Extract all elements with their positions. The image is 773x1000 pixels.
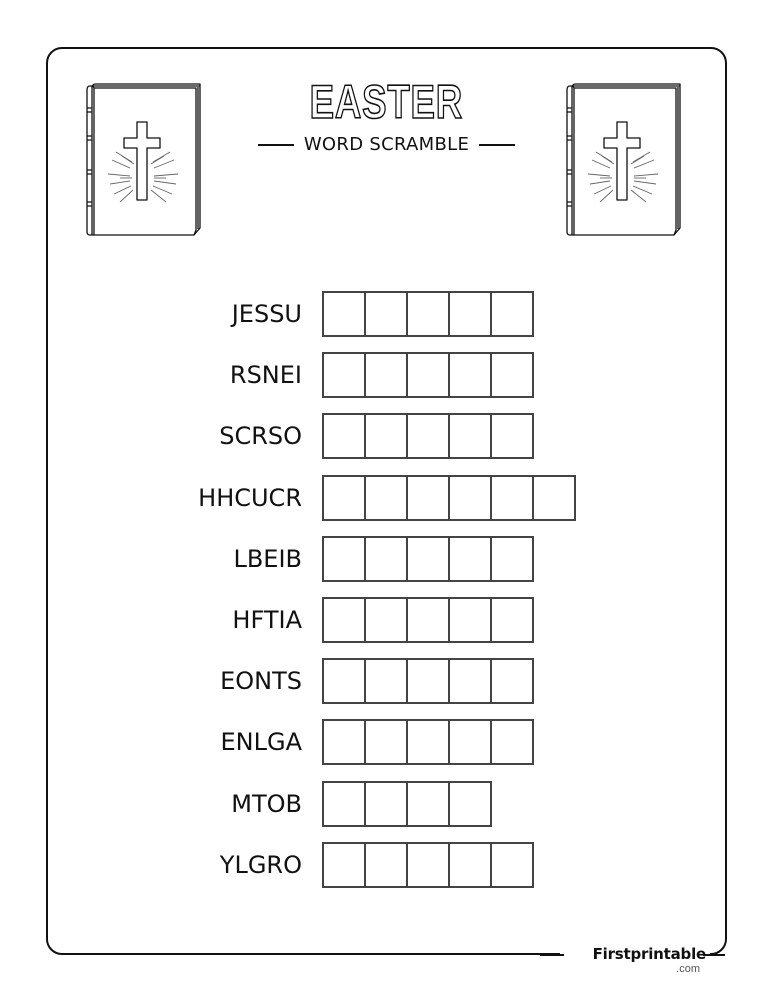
answer-letter-box[interactable] bbox=[406, 658, 450, 704]
answer-letter-box[interactable] bbox=[406, 291, 450, 337]
subtitle-rule-left bbox=[258, 144, 294, 146]
answer-boxes bbox=[322, 352, 534, 398]
scrambled-word: HHCUCR bbox=[198, 483, 302, 512]
answer-letter-box[interactable] bbox=[322, 842, 366, 888]
answer-boxes bbox=[322, 536, 534, 582]
answer-letter-box[interactable] bbox=[448, 291, 492, 337]
brand-logo bbox=[566, 944, 706, 975]
answer-boxes bbox=[322, 842, 534, 888]
answer-letter-box[interactable] bbox=[364, 597, 408, 643]
answer-letter-box[interactable] bbox=[490, 842, 534, 888]
page-title: EASTER bbox=[309, 75, 464, 128]
answer-letter-box[interactable] bbox=[364, 291, 408, 337]
answer-letter-box[interactable] bbox=[448, 413, 492, 459]
page-subtitle: WORD SCRAMBLE bbox=[303, 134, 470, 155]
answer-boxes bbox=[322, 291, 534, 337]
answer-letter-box[interactable] bbox=[322, 291, 366, 337]
answer-letter-box[interactable] bbox=[322, 781, 366, 827]
scrambled-word: JESSU bbox=[231, 300, 302, 328]
answer-letter-box[interactable] bbox=[490, 597, 534, 643]
answer-letter-box[interactable] bbox=[490, 719, 534, 765]
answer-letter-box[interactable] bbox=[364, 536, 408, 582]
answer-letter-box[interactable] bbox=[364, 413, 408, 459]
answer-letter-box[interactable] bbox=[448, 658, 492, 704]
scramble-row bbox=[0, 291, 773, 337]
footer-rule-right bbox=[703, 954, 725, 956]
scrambled-word: ENLGA bbox=[220, 728, 302, 757]
answer-letter-box[interactable] bbox=[322, 719, 366, 765]
answer-letter-box[interactable] bbox=[406, 781, 450, 827]
answer-letter-box[interactable] bbox=[448, 352, 492, 398]
scramble-row bbox=[0, 781, 773, 827]
answer-letter-box[interactable] bbox=[364, 352, 408, 398]
answer-letter-box[interactable] bbox=[490, 658, 534, 704]
answer-letter-box[interactable] bbox=[364, 719, 408, 765]
answer-boxes bbox=[322, 413, 534, 459]
answer-letter-box[interactable] bbox=[406, 597, 450, 643]
answer-letter-box[interactable] bbox=[406, 475, 450, 521]
scrambled-word: LBEIB bbox=[233, 544, 302, 573]
answer-letter-box[interactable] bbox=[532, 475, 576, 521]
answer-letter-box[interactable] bbox=[448, 597, 492, 643]
answer-boxes bbox=[322, 781, 492, 827]
answer-letter-box[interactable] bbox=[406, 719, 450, 765]
answer-letter-box[interactable] bbox=[364, 475, 408, 521]
answer-letter-box[interactable] bbox=[364, 781, 408, 827]
scrambled-word: YLGRO bbox=[219, 850, 302, 879]
scramble-row bbox=[0, 719, 773, 765]
answer-boxes bbox=[322, 719, 534, 765]
scramble-row bbox=[0, 842, 773, 888]
answer-boxes bbox=[322, 475, 576, 521]
answer-letter-box[interactable] bbox=[448, 842, 492, 888]
scrambled-word: RSNEI bbox=[229, 361, 302, 390]
answer-letter-box[interactable] bbox=[406, 536, 450, 582]
brand-name: Firstprintable bbox=[592, 945, 706, 963]
scramble-row bbox=[0, 413, 773, 459]
answer-letter-box[interactable] bbox=[490, 352, 534, 398]
scrambled-word: SCRSO bbox=[219, 422, 302, 451]
scramble-row bbox=[0, 658, 773, 704]
scramble-row bbox=[0, 536, 773, 582]
answer-letter-box[interactable] bbox=[406, 413, 450, 459]
answer-letter-box[interactable] bbox=[490, 291, 534, 337]
scrambled-word: HFTIA bbox=[232, 606, 302, 634]
answer-letter-box[interactable] bbox=[322, 658, 366, 704]
answer-letter-box[interactable] bbox=[490, 536, 534, 582]
answer-letter-box[interactable] bbox=[322, 536, 366, 582]
answer-letter-box[interactable] bbox=[448, 475, 492, 521]
scrambled-word: MTOB bbox=[231, 789, 302, 818]
scramble-row bbox=[0, 475, 773, 521]
answer-letter-box[interactable] bbox=[322, 413, 366, 459]
scramble-row bbox=[0, 352, 773, 398]
answer-letter-box[interactable] bbox=[448, 781, 492, 827]
footer-rule-left bbox=[540, 954, 564, 956]
scrambled-word: EONTS bbox=[220, 667, 302, 696]
answer-letter-box[interactable] bbox=[364, 658, 408, 704]
answer-letter-box[interactable] bbox=[490, 413, 534, 459]
bible-with-cross-icon bbox=[564, 82, 686, 238]
scramble-row bbox=[0, 597, 773, 643]
answer-boxes bbox=[322, 658, 534, 704]
answer-letter-box[interactable] bbox=[448, 719, 492, 765]
answer-letter-box[interactable] bbox=[406, 842, 450, 888]
answer-letter-box[interactable] bbox=[322, 352, 366, 398]
answer-letter-box[interactable] bbox=[322, 597, 366, 643]
answer-letter-box[interactable] bbox=[364, 842, 408, 888]
answer-boxes bbox=[322, 597, 534, 643]
brand-tld: .com bbox=[676, 963, 700, 975]
worksheet-header bbox=[230, 76, 543, 155]
answer-letter-box[interactable] bbox=[490, 475, 534, 521]
answer-letter-box[interactable] bbox=[322, 475, 366, 521]
bible-with-cross-icon bbox=[84, 82, 206, 238]
subtitle-rule-right bbox=[479, 144, 515, 146]
answer-letter-box[interactable] bbox=[448, 536, 492, 582]
subtitle-row bbox=[230, 134, 543, 155]
answer-letter-box[interactable] bbox=[406, 352, 450, 398]
